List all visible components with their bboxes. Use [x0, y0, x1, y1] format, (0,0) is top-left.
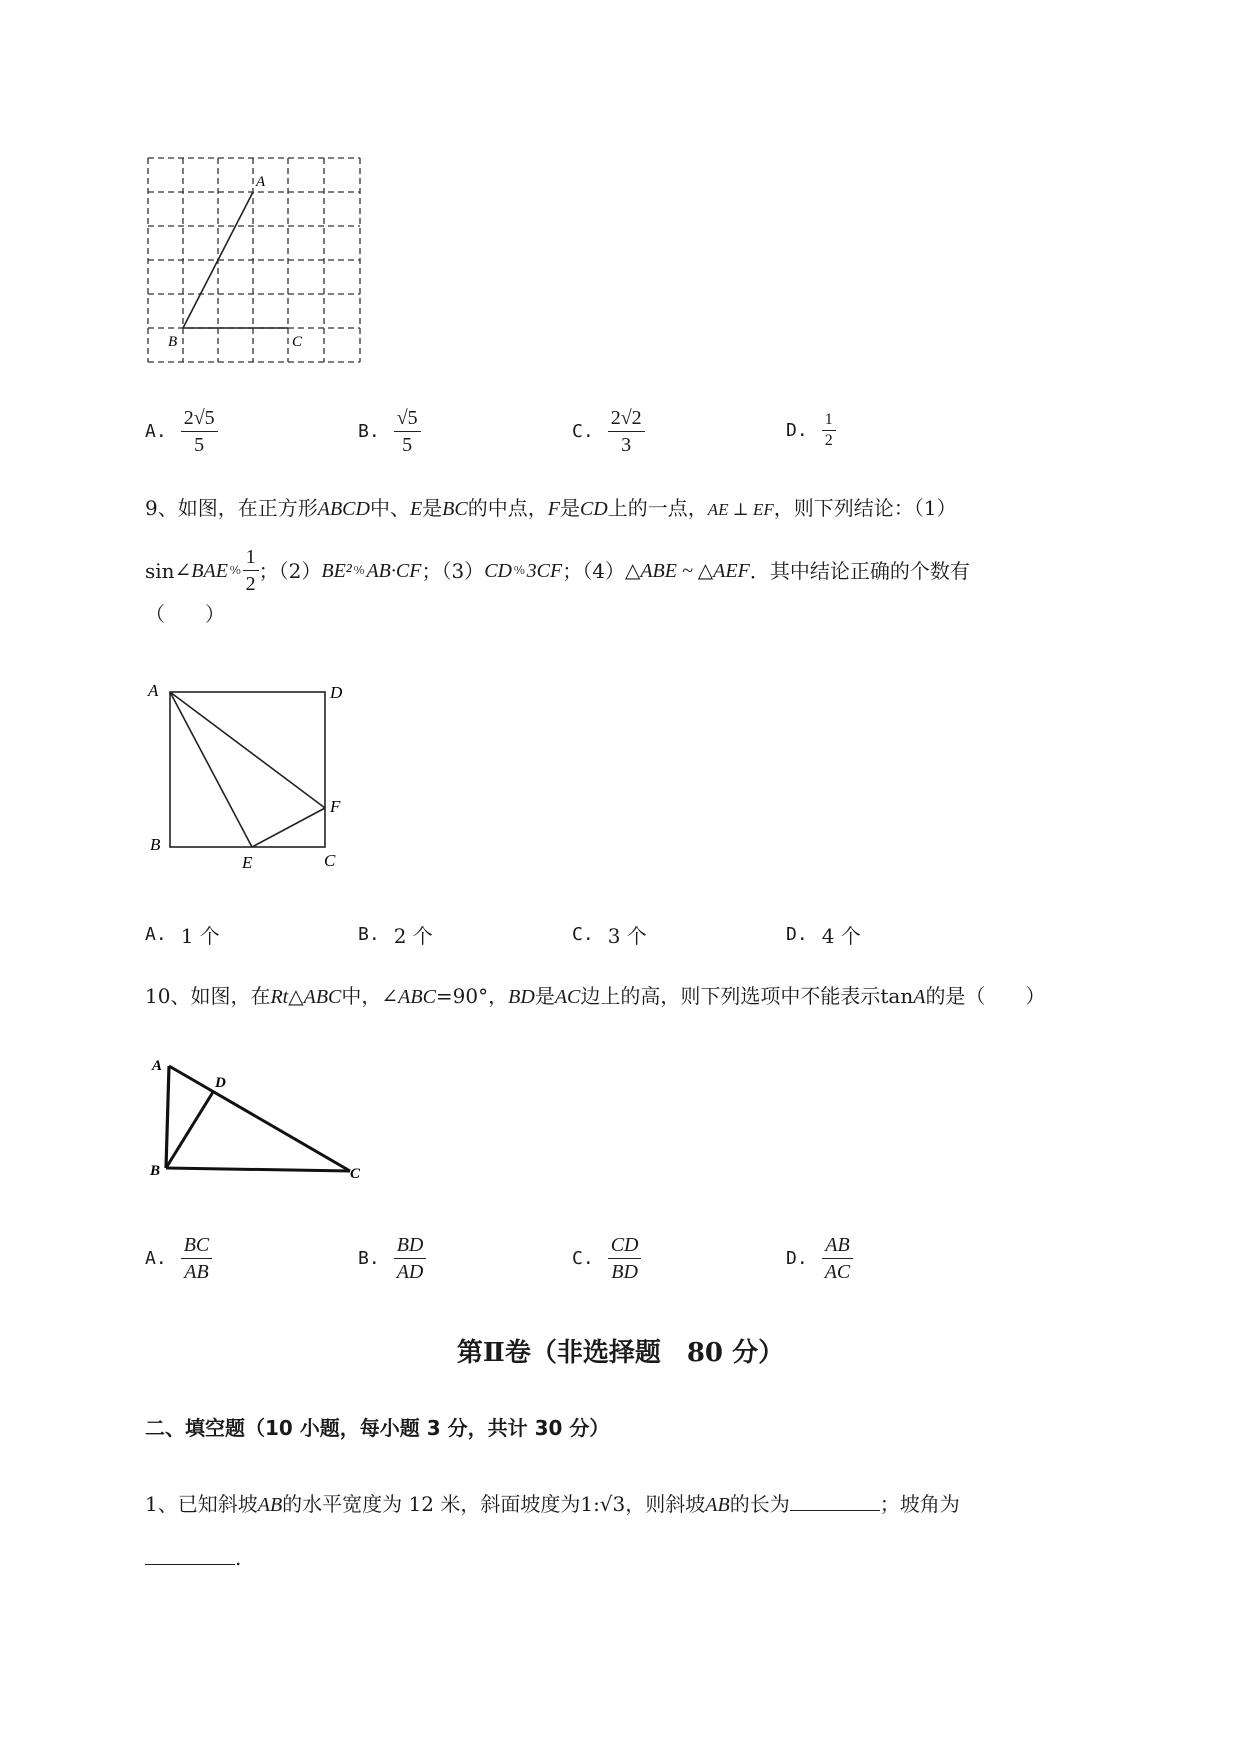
- option-label: A.: [145, 1248, 167, 1269]
- q9-answer-paren: （ ）: [145, 602, 225, 626]
- section-title: 第Ⅱ卷（非选择题 80 分）: [456, 1338, 785, 1368]
- option-label: B.: [358, 1248, 380, 1269]
- q9-option-c[interactable]: [572, 920, 647, 949]
- option-fraction: $\frac{BD}{AD}$: [394, 1232, 427, 1285]
- option-label: D.: [786, 420, 808, 441]
- label-b: B: [150, 1163, 161, 1179]
- option-text: 4 个: [821, 924, 861, 948]
- q10-triangle-figure: [140, 1050, 380, 1180]
- q9-square-figure: [140, 670, 360, 870]
- label-c: C: [324, 851, 336, 870]
- answer-blank-angle[interactable]: [145, 1544, 235, 1565]
- segment-ab: [166, 1066, 169, 1168]
- label-a: A: [152, 1058, 163, 1074]
- square-abcd: [170, 692, 325, 847]
- segment-ef: [252, 808, 325, 847]
- q10-stem: 10、如图，在Rt△ABC中，∠ABC=90°，BD是AC边上的高，则下列选项中不能表示tanA的是（ ）: [145, 984, 1046, 1008]
- option-fraction: $\frac{1}{2}$: [822, 410, 836, 451]
- option-label: B.: [358, 421, 380, 442]
- fill-question-1-cont: .: [145, 1544, 241, 1572]
- q10-option-d[interactable]: [786, 1232, 853, 1285]
- fill-in-section-heading: 二、填空题（10 小题，每小题 3 分，共计 30 分）: [145, 1416, 610, 1440]
- option-label: D.: [786, 924, 808, 945]
- q9-option-b[interactable]: [358, 920, 433, 949]
- q9-line1: 9、如图，在正方形ABCD中、E是BC的中点，F是CD上的一点，AE ⊥ EF，则下列结论：（1）: [145, 496, 957, 520]
- q8-option-d[interactable]: [786, 410, 836, 451]
- q10-option-b[interactable]: [358, 1232, 426, 1285]
- segment-af: [170, 692, 325, 808]
- fill-question-1: 1、已知斜坡AB的水平宽度为 12 米，斜面坡度为1:√3，则斜坡AB的长为 ；坡角为: [145, 1492, 960, 1516]
- segment-bc: [166, 1168, 350, 1171]
- q10-option-a[interactable]: [145, 1232, 212, 1285]
- label-d: D: [330, 683, 343, 702]
- option-label: C.: [572, 1248, 594, 1269]
- label-b: B: [168, 334, 178, 350]
- option-text: 1 个: [180, 924, 220, 948]
- label-f: F: [330, 797, 341, 816]
- dashed-grid: [148, 158, 360, 362]
- option-fraction: $\frac{CD}{BD}$: [608, 1232, 642, 1285]
- q8-option-b[interactable]: [358, 405, 421, 458]
- option-fraction: $\frac{√5}{5}$: [394, 405, 421, 458]
- answer-blank-length[interactable]: [790, 1490, 880, 1511]
- label-d: D: [215, 1075, 226, 1091]
- option-fraction: $\frac{BC}{AB}$: [181, 1232, 213, 1285]
- option-fraction: $\frac{2√5}{5}$: [181, 405, 218, 458]
- segment-ae: [170, 692, 252, 847]
- q9-line2: sin ∠BAE ⁰⁄₀ $\frac{1}{2}$ ；（2） BE² ⁰⁄₀ AB·CF ；（3） CD ⁰⁄₀ 3CF ；（4） △ABE ~ △AEF ．其中结论正确的个数有: [145, 546, 970, 595]
- option-text: 3 个: [607, 924, 647, 948]
- option-label: D.: [786, 1248, 808, 1269]
- option-label: C.: [572, 924, 594, 945]
- q10-option-c[interactable]: [572, 1232, 641, 1285]
- label-b: B: [150, 835, 161, 854]
- option-fraction: $\frac{2√2}{3}$: [608, 405, 645, 458]
- option-label: B.: [358, 924, 380, 945]
- label-c: C: [350, 1166, 361, 1180]
- option-label: A.: [145, 421, 167, 442]
- q9-option-d[interactable]: [786, 920, 861, 949]
- label-a: A: [256, 174, 266, 190]
- option-label: A.: [145, 924, 167, 945]
- half-fraction: $\frac{1}{2}$: [243, 544, 259, 597]
- label-e: E: [242, 853, 253, 870]
- q8-grid-figure: [140, 150, 380, 380]
- q9-option-a[interactable]: [145, 920, 220, 949]
- label-c: C: [292, 334, 303, 350]
- label-a: A: [148, 681, 159, 700]
- option-label: C.: [572, 421, 594, 442]
- segment-bd: [166, 1092, 213, 1168]
- option-text: 2 个: [393, 924, 433, 948]
- option-fraction: $\frac{AB}{AC}$: [822, 1232, 854, 1285]
- q8-option-a[interactable]: [145, 405, 218, 458]
- q8-option-c[interactable]: [572, 405, 645, 458]
